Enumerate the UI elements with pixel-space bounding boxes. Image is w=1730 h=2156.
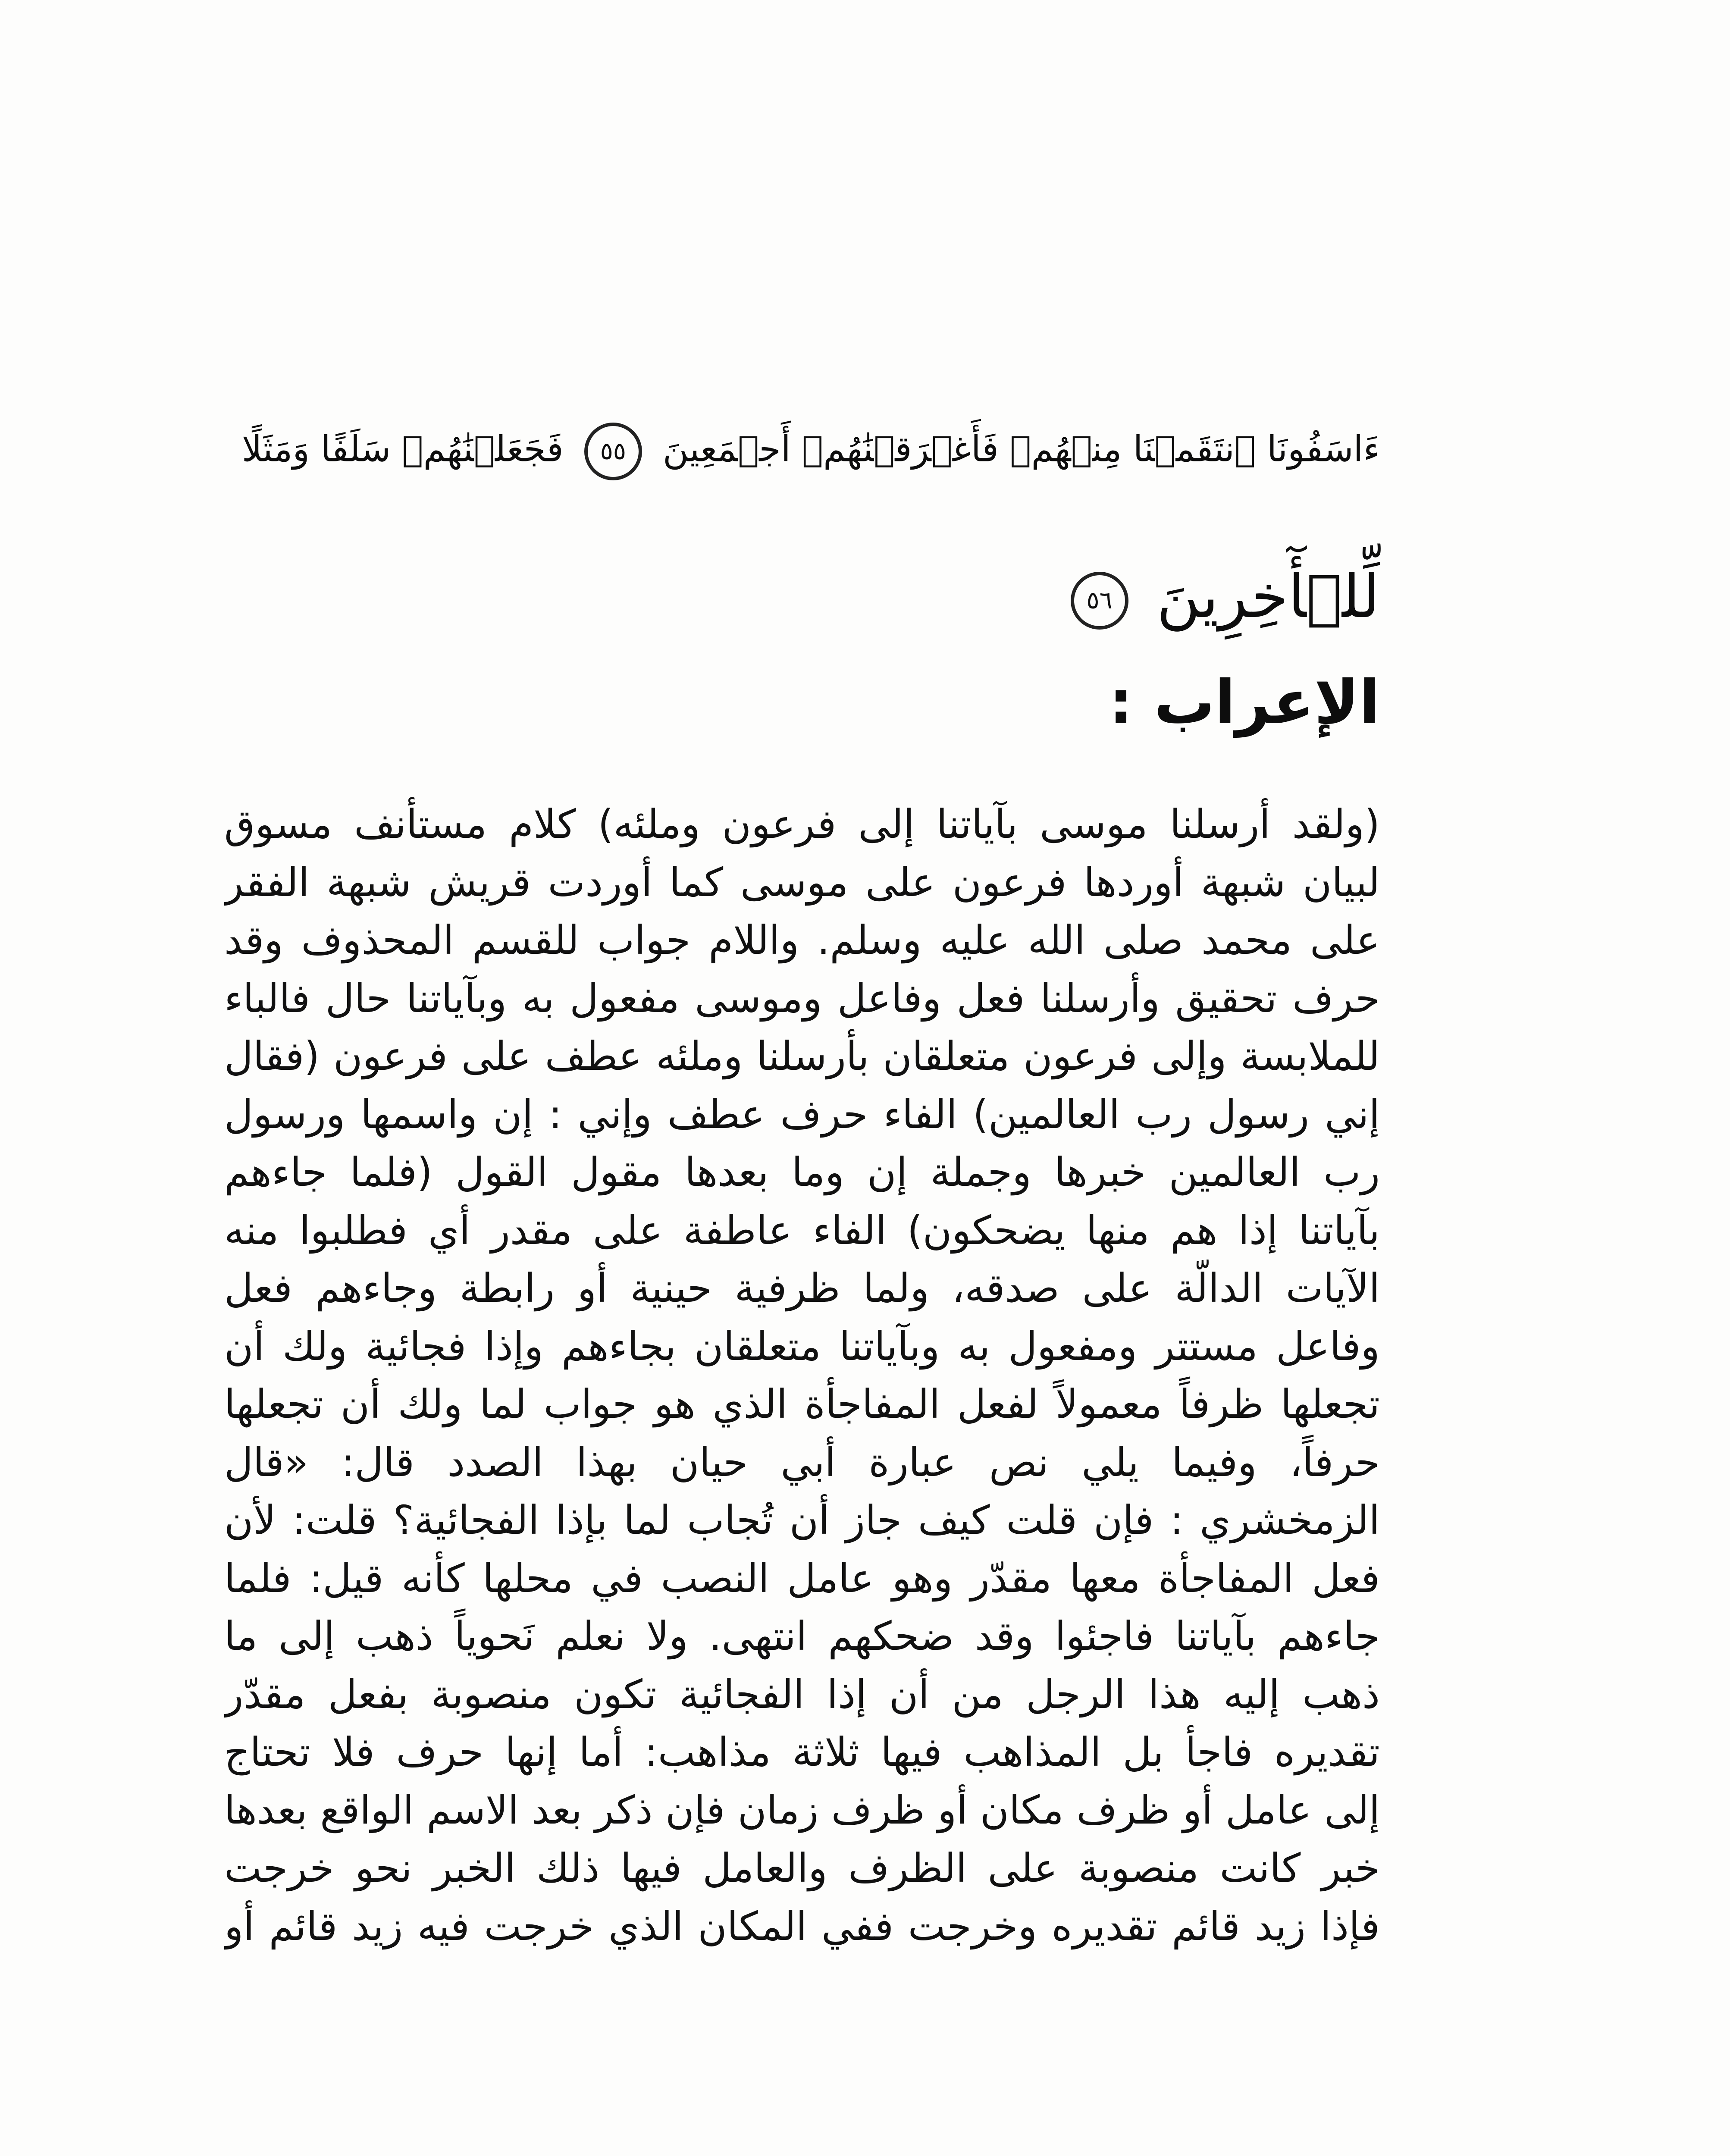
text-line: الزمخشري : فإن قلت كيف جاز أن تُجاب لما بإذا الفجائية؟ قلت: لأن — [224, 1497, 1380, 1543]
text-line: جاءهم بآياتنا فاجئوا وقد ضحكهم انتهى. ولا نعلم نَحوياً ذهب إلى ما — [224, 1613, 1380, 1659]
section-heading: الإعراب : — [1109, 667, 1380, 738]
verse-text-segment: ءَاسَفُونَا ٱنتَقَمۡنَا مِنۡهُمۡ فَأَغۡرَقۡنَٰهُمۡ أَجۡمَعِينَ — [662, 429, 1380, 470]
text-line: حرف تحقيق وأرسلنا فعل وفاعل وموسى مفعول به وبآياتنا حال فالباء — [224, 975, 1380, 1022]
text-line: (ولقد أرسلنا موسى بآياتنا إلى فرعون وملئه) كلام مستأنف مسوق — [224, 801, 1380, 847]
text-line: حرفاً، وفيما يلي نص عبارة أبي حيان بهذا الصدد قال: «قال — [224, 1439, 1380, 1485]
verse-text-segment: لِّلۡأٓخِرِينَ — [1156, 562, 1380, 631]
ayah-number-marker: ٥٥ — [584, 423, 642, 480]
text-line: تجعلها ظرفاً معمولاً لفعل المفاجأة الذي هو جواب لما ولك أن تجعلها — [224, 1381, 1380, 1427]
text-line: فإذا زيد قائم تقديره وخرجت ففي المكان الذي خرجت فيه زيد قائم أو — [224, 1903, 1380, 1949]
quran-verse-line-2 — [224, 562, 1380, 631]
text-line: وفاعل مستتر ومفعول به وبآياتنا متعلقان بجاءهم وإذا فجائية ولك أن — [224, 1323, 1380, 1369]
verse-text-segment: فَجَعَلۡنَٰهُمۡ سَلَفًا وَمَثَلًا — [241, 429, 564, 470]
text-line: للملابسة وإلى فرعون متعلقان بأرسلنا وملئه عطف على فرعون (فقال — [224, 1033, 1380, 1079]
text-line: ذهب إليه هذا الرجل من أن إذا الفجائية تكون منصوبة بفعل مقدّر — [224, 1671, 1380, 1717]
text-line: على محمد صلى الله عليه وسلم. واللام جواب للقسم المحذوف وقد — [224, 917, 1380, 963]
body-paragraph — [224, 796, 1380, 1955]
text-line: إني رسول رب العالمين) الفاء حرف عطف وإني : إن واسمها ورسول — [224, 1091, 1380, 1138]
text-line: فعل المفاجأة معها مقدّر وهو عامل النصب في محلها كأنه قيل: فلما — [224, 1555, 1380, 1601]
text-line: تقديره فاجأ بل المذاهب فيها ثلاثة مذاهب: أما إنها حرف فلا تحتاج — [224, 1729, 1380, 1775]
text-line: رب العالمين خبرها وجملة إن وما بعدها مقول القول (فلما جاءهم — [224, 1149, 1380, 1195]
text-line: إلى عامل أو ظرف مكان أو ظرف زمان فإن ذكر بعد الاسم الواقع بعدها — [224, 1787, 1380, 1833]
text-line: لبيان شبهة أوردها فرعون على موسى كما أوردت قريش شبهة الفقر — [224, 859, 1380, 906]
text-line: الآيات الدالّة على صدقه، ولما ظرفية حينية أو رابطة وجاءهم فعل — [224, 1265, 1380, 1311]
quran-verse-line-1 — [224, 423, 1380, 480]
text-line: خبر كانت منصوبة على الظرف والعامل فيها ذلك الخبر نحو خرجت — [224, 1845, 1380, 1891]
text-line: بآياتنا إذا هم منها يضحكون) الفاء عاطفة على مقدر أي فطلبوا منه — [224, 1207, 1380, 1253]
ayah-number-marker: ٥٦ — [1071, 572, 1128, 630]
